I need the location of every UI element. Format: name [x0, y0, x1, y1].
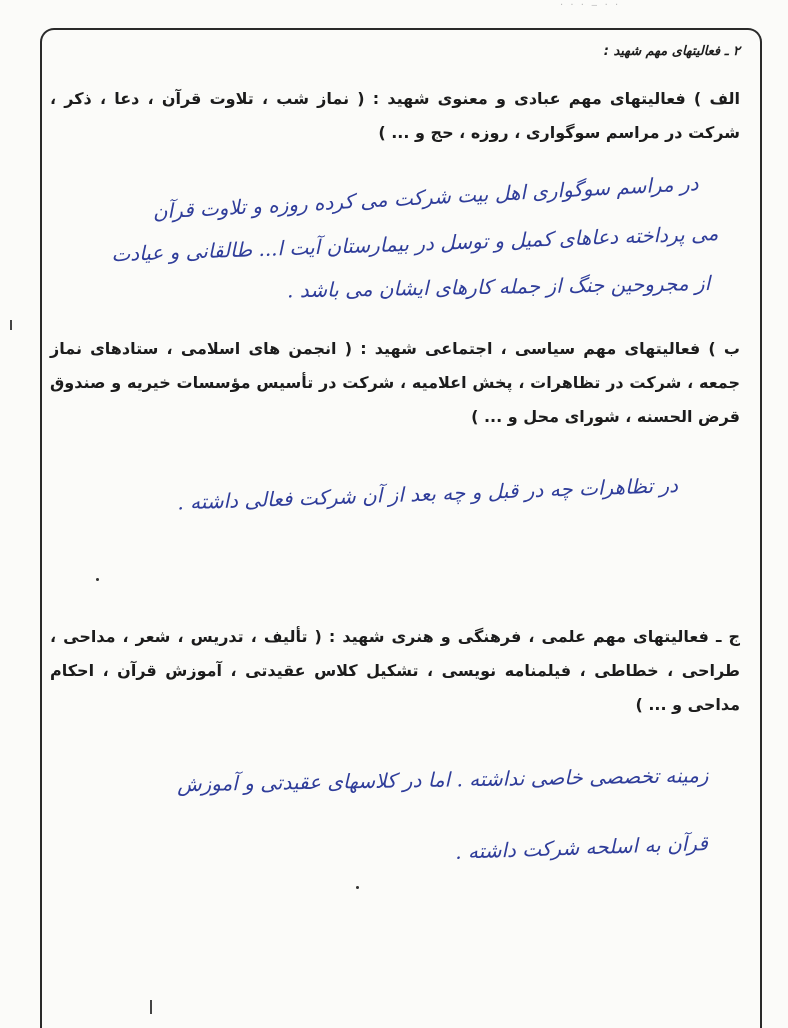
scan-dot — [356, 886, 359, 889]
part-b-handwritten-line-1: در تظاهرات چه در قبل و چه بعد از آن شرکت فعالی داشته . — [176, 473, 679, 515]
part-b-printed-text: ب ) فعالیتهای مهم سیاسی ، اجتماعی شهید : ( انجمن های اسلامی ، ستادهای نماز جمعه ، شرکت در تظاهرات ، پخش اعلامیه ، شرکت در تأسیس مؤسسات خیریه و صندوق قرض الحسنه ، شورای محل و ... ) — [50, 339, 740, 426]
section-heading: ۲ ـ فعالیتهای مهم شهید : — [603, 44, 740, 59]
scan-noise: · · · ‒ · · — [560, 0, 621, 11]
part-a-handwritten-line-3: از مجروحین جنگ از جمله کارهای ایشان می باشد . — [286, 271, 711, 303]
scan-dot — [96, 578, 99, 581]
part-c-handwritten-line-2: قرآن به اسلحه شرکت داشته . — [454, 831, 709, 864]
part-a-printed-text: الف ) فعالیتهای مهم عبادی و معنوی شهید : ( نماز شب ، تلاوت قرآن ، دعا ، ذکر ، شرکت در مراسم سوگواری ، روزه ، حج و ... ) — [50, 89, 740, 142]
scan-mark — [150, 1000, 152, 1014]
part-a-handwritten-line-2: می پرداخته دعاهای کمیل و توسل در بیمارستان آیت ا... طالقانی و عیادت — [110, 221, 719, 267]
scan-mark — [10, 320, 12, 330]
part-c-handwritten-line-1: زمینه تخصصی خاصی نداشته . اما در کلاسهای عقیدتی و آموزش — [176, 763, 709, 797]
part-a-handwritten-line-1: در مراسم سوگواری اهل بیت شرکت می کرده روزه و تلاوت قرآن — [151, 171, 699, 224]
part-c-printed-text: ج ـ فعالیتهای مهم علمی ، فرهنگی و هنری شهید : ( تألیف ، تدریس ، شعر ، مداحی ، طراحی ، خطاطی ، فیلمنامه نویسی ، تشکیل کلاس عقیدتی ، آموزش قرآن ، احکام مداحی و ... ) — [50, 627, 740, 714]
